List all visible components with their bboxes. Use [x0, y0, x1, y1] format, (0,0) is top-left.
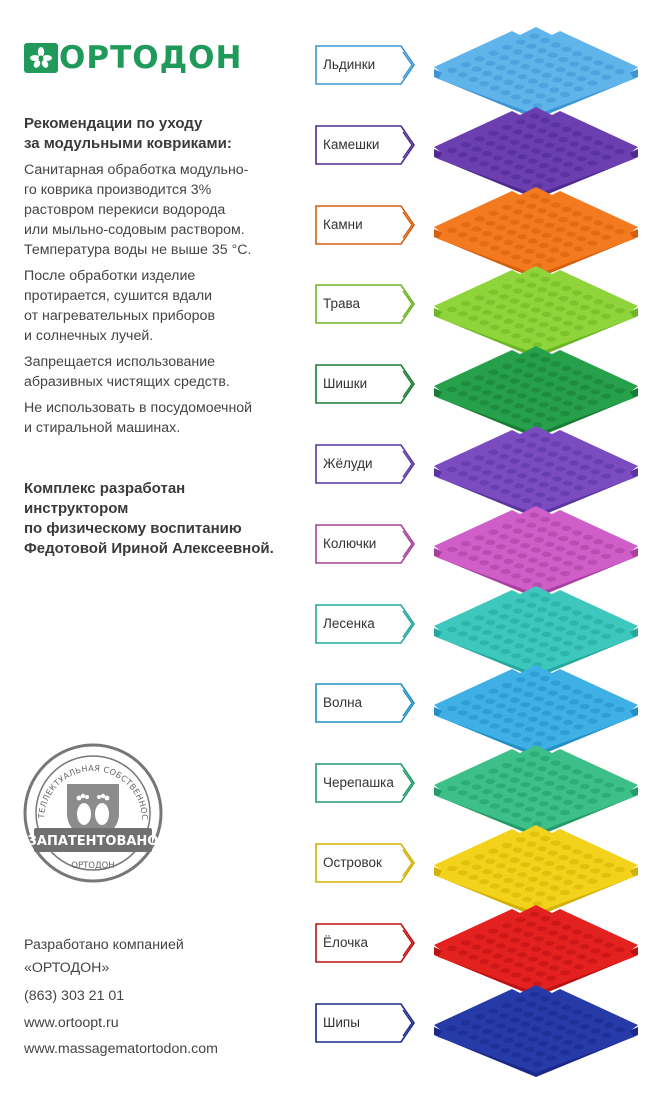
author-line: Федотовой Ириной Алексеевной. [24, 540, 274, 557]
mat-label-11 [315, 843, 415, 883]
author-line: Комплекс разработан [24, 480, 186, 497]
mat-label-text: Камешки [323, 136, 380, 152]
website-link-2[interactable]: www.massagematortodon.com [24, 1041, 218, 1057]
mat-label-text: Шипы [323, 1014, 360, 1030]
text-line: После обработки изделие [24, 268, 196, 284]
company-name: «ОРТОДОН» [24, 959, 110, 976]
mat-label-text: Камни [323, 216, 363, 232]
mat-label-10 [315, 763, 415, 803]
mat-label-13 [315, 1003, 415, 1043]
website-link-1[interactable]: www.ortoopt.ru [24, 1014, 119, 1031]
care-instructions [24, 160, 304, 438]
text-line: Не использовать в посудомоечной [24, 400, 253, 416]
mat-label-8 [315, 604, 415, 644]
mat-label-3 [315, 205, 415, 245]
care-paragraph-1 [24, 160, 304, 260]
mat-label-text: Льдинки [323, 57, 376, 72]
brand-name: ОРТОДОН [59, 40, 243, 76]
care-heading-line1: Рекомендации по уходу [24, 115, 203, 132]
mat-label-1 [315, 45, 415, 85]
stamp-banner: ЗАПАТЕНТОВАНО [27, 834, 159, 849]
brand-logo [24, 40, 242, 76]
text-line: Санитарная обработка модульно- [24, 162, 249, 178]
care-heading-line2: за модульными ковриками: [24, 135, 232, 152]
mat-label-text: Волна [323, 695, 363, 711]
care-paragraph-4 [24, 398, 304, 438]
mat-label-text: Островок [323, 855, 382, 870]
stamp-bottom-text: ОРТОДОН [71, 861, 115, 871]
mat-label-text: Шишки [323, 376, 368, 392]
logo-flower-icon [24, 43, 58, 73]
mat-label-6 [315, 444, 415, 484]
text-line: растовром перекиси водорода [24, 202, 226, 218]
author-line: по физическому воспитанию [24, 520, 242, 537]
text-line: от нагревательных приборов [24, 308, 215, 324]
care-heading [24, 114, 304, 154]
stamp-ring-text: ТЕЛЛЕКТУАЛЬНАЯ СОБСТВЕННОС [35, 762, 151, 821]
mat-label-5 [315, 364, 415, 404]
mat-tile-13 [430, 981, 642, 1082]
contacts-block [24, 934, 304, 1061]
mat-label-text: Черепашка [323, 775, 394, 791]
mat-label-text: Жёлуди [323, 456, 373, 471]
mat-label-text: Колючки [323, 535, 377, 551]
text-line: Запрещается использование [24, 354, 216, 370]
phone-number: (863) 303 21 01 [24, 988, 125, 1004]
text-line: протирается, сушится вдали [24, 288, 213, 304]
mat-label-2 [315, 125, 415, 165]
text-line: абразивных чистящих средств. [24, 374, 230, 390]
text-line: и стиральной машинах. [24, 420, 181, 436]
mat-label-text: Трава [323, 296, 361, 312]
patent-stamp [22, 742, 164, 884]
care-paragraph-3 [24, 352, 304, 392]
text-line: или мыльно-содовым раствором. [24, 222, 245, 238]
developer-line: Разработано компанией [24, 937, 184, 953]
mat-label-text: Лесенка [323, 615, 375, 631]
care-paragraph-2 [24, 266, 304, 346]
text-line: Температура воды не выше 35 °C. [24, 242, 252, 258]
text-line: го коврика производится 3% [24, 182, 212, 198]
author-credit [24, 479, 304, 559]
mat-label-text: Ёлочка [323, 934, 368, 950]
author-line: инструктором [24, 500, 129, 517]
mat-label-7 [315, 524, 415, 564]
mat-label-4 [315, 284, 415, 324]
mat-label-9 [315, 683, 415, 723]
mat-label-12 [315, 923, 415, 963]
text-line: и солнечных лучей. [24, 328, 154, 344]
